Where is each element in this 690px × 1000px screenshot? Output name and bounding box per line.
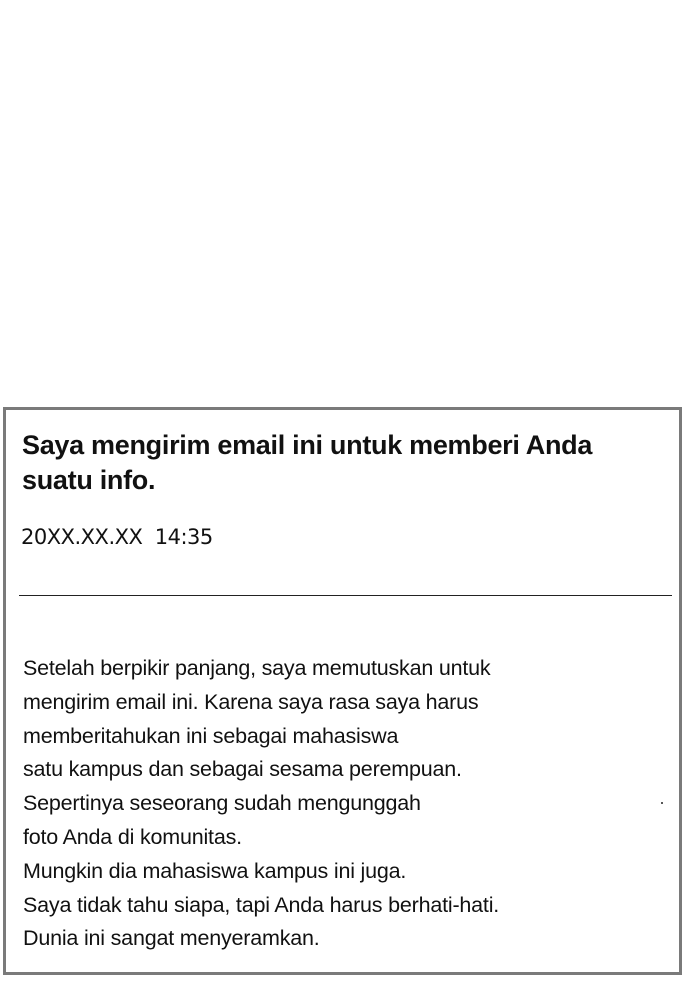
email-panel	[3, 407, 682, 975]
email-timestamp: 20XX.XX.XX 14:35	[21, 525, 213, 549]
email-body-line: Dunia ini sangat menyeramkan.	[23, 926, 320, 951]
email-body-line: memberitahukan ini sebagai mahasiswa	[23, 723, 399, 748]
email-body-line: foto Anda di komunitas.	[23, 824, 242, 849]
header-divider	[19, 595, 672, 596]
email-body-line: Setelah berpikir panjang, saya memutuskan untuk	[23, 656, 491, 680]
stray-dot	[661, 802, 663, 804]
email-body	[23, 652, 643, 956]
email-body-line: Saya tidak tahu siapa, tapi Anda harus berhati-hati.	[23, 892, 500, 917]
email-body-line: Sepertinya seseorang sudah mengunggah	[23, 791, 421, 816]
email-body-line: Mungkin dia mahasiswa kampus ini juga.	[23, 858, 407, 883]
email-body-line: mengirim email ini. Karena saya rasa saya harus	[23, 689, 479, 714]
email-body-line: satu kampus dan sebagai sesama perempuan.	[23, 757, 462, 782]
email-subject: Saya mengirim email ini untuk memberi Anda suatu info.	[22, 430, 593, 495]
